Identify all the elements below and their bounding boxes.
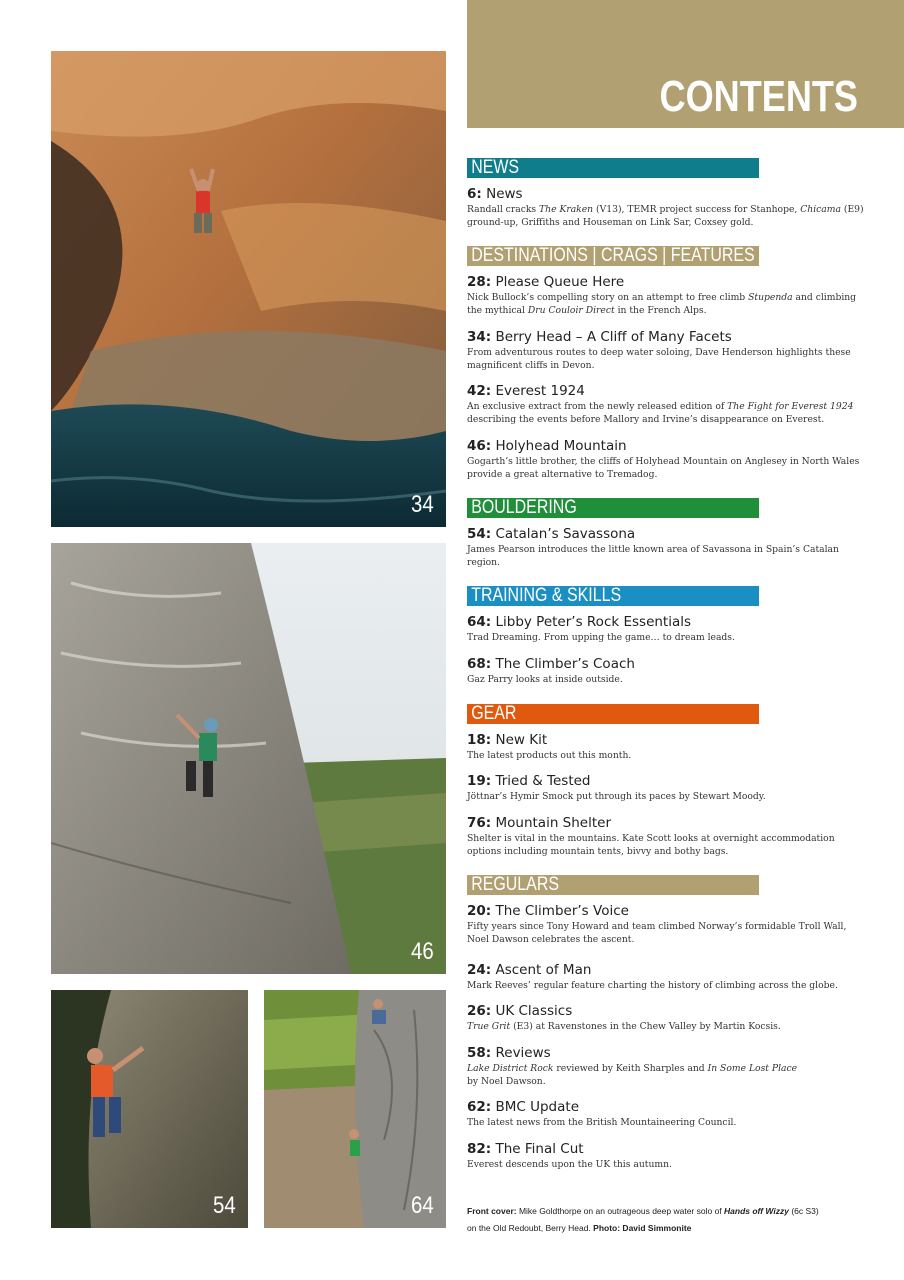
entry-heading: 54: Catalan’s Savassona	[467, 526, 636, 542]
entry-please-queue-here[interactable]	[467, 273, 867, 317]
entry-description: Jöttnar’s Hymir Smock put through its paces by Stewart Moody.	[467, 791, 766, 802]
entry-description: Lake District Rock reviewed by Keith Sharples and In Some Lost Place by Noel Dawson.	[467, 1063, 798, 1087]
holyhead-image	[51, 543, 446, 974]
section-bar-bouldering	[467, 498, 759, 518]
entry-heading: 62: BMC Update	[467, 1099, 580, 1115]
entry-heading: 46: Holyhead Mountain	[467, 438, 627, 454]
section-label: TRAINING & SKILLS	[471, 586, 622, 606]
entry-description: Gogarth’s little brother, the cliffs of Holyhead Mountain on Anglesey in North Wales provide a great alternative to Tremadog.	[467, 456, 860, 480]
page-number-64: 64	[411, 1192, 434, 1219]
entry-heading: 64: Libby Peter’s Rock Essentials	[467, 614, 692, 630]
entry-heading: 58: Reviews	[467, 1045, 551, 1061]
entry-description: Everest descends upon the UK this autumn.	[467, 1159, 672, 1170]
entry-bmc-update[interactable]	[467, 1098, 867, 1130]
section-bar-news	[467, 158, 759, 178]
entry-the-final-cut[interactable]	[467, 1140, 867, 1172]
contents-header-band	[467, 0, 904, 128]
section-bar-training-skills	[467, 586, 759, 606]
entry-description: An exclusive extract from the newly released edition of The Fight for Everest 1924 describing the events before Mallory and Irvine’s disappearance on Everest.	[467, 401, 854, 425]
page-number-34: 34	[411, 491, 434, 518]
photo-holyhead	[51, 543, 446, 974]
entry-heading: 26: UK Classics	[467, 1003, 573, 1019]
entry-heading: 28: Please Queue Here	[467, 274, 625, 290]
entry-mountain-shelter[interactable]	[467, 814, 867, 858]
entry-new-kit[interactable]	[467, 731, 867, 763]
section-bar-gear	[467, 704, 759, 724]
photo-rock-essentials	[264, 990, 446, 1228]
entry-holyhead-mountain[interactable]	[467, 437, 867, 481]
berry-head-image	[51, 51, 446, 527]
entry-heading: 82: The Final Cut	[467, 1141, 584, 1157]
entry-ascent-of-man[interactable]	[467, 961, 867, 993]
photo-savassona	[51, 990, 248, 1228]
entry-heading: 6: News	[467, 186, 523, 202]
page-title: CONTENTS	[659, 72, 858, 121]
entry-description: True Grit (E3) at Ravenstones in the Chew Valley by Martin Kocsis.	[467, 1021, 781, 1032]
photo-berry-head	[51, 51, 446, 527]
entry-description: Shelter is vital in the mountains. Kate Scott looks at overnight accommodation options including mountain tents, bivvy and bothy bags.	[467, 833, 835, 857]
entry-description: From adventurous routes to deep water soloing, Dave Henderson highlights these magnificent cliffs in Devon.	[467, 347, 851, 371]
front-cover-credit: Front cover: Mike Goldthorpe on an outrageous deep water solo of Hands off Wizzy (6c S3) on the Old Redoubt, Berry Head. Photo: David Simmonite	[467, 1206, 819, 1233]
entry-description: Randall cracks The Kraken (V13), TEMR project success for Stanhope, Chicama (E9) ground-up, Griffiths and Houseman on Link Sar, Coxsey gold.	[467, 204, 864, 228]
entry-description: Gaz Parry looks at inside outside.	[467, 674, 623, 685]
entry-description: Fifty years since Tony Howard and team climbed Norway’s formidable Troll Wall, Noel Dawson celebrates the ascent.	[467, 921, 847, 945]
section-label: BOULDERING	[471, 498, 577, 518]
entry-heading: 42: Everest 1924	[467, 383, 585, 399]
section-label: REGULARS	[471, 875, 560, 895]
entry-description: The latest news from the British Mountaineering Council.	[467, 1117, 737, 1128]
entry-uk-classics[interactable]	[467, 1002, 867, 1034]
entry-description: Nick Bullock’s compelling story on an attempt to free climb Stupenda and climbing the mythical Dru Couloir Direct in the French Alps.	[467, 292, 857, 316]
section-label: GEAR	[471, 704, 517, 724]
entry-heading: 68: The Climber’s Coach	[467, 656, 635, 672]
entry-heading: 19: Tried & Tested	[467, 773, 591, 789]
entry-everest-1924[interactable]	[467, 382, 867, 426]
entry-heading: 20: The Climber’s Voice	[467, 903, 629, 919]
entry-the-climbers-voice[interactable]	[467, 902, 867, 946]
section-bar-destinations	[467, 246, 759, 266]
entry-libby-peters-rock-essentials[interactable]	[467, 613, 867, 645]
entry-berry-head[interactable]	[467, 328, 867, 372]
section-label: NEWS	[471, 158, 520, 178]
page-number-46: 46	[411, 938, 434, 965]
section-bar-regulars	[467, 875, 759, 895]
entry-description: Trad Dreaming. From upping the game… to dream leads.	[467, 632, 735, 643]
entry-heading: 76: Mountain Shelter	[467, 815, 611, 831]
entry-catalans-savassona[interactable]	[467, 525, 867, 569]
section-label: DESTINATIONS | CRAGS | FEATURES	[471, 246, 755, 266]
entry-tried-and-tested[interactable]	[467, 772, 867, 804]
entry-description: James Pearson introduces the little known area of Savassona in Spain’s Catalan region.	[467, 544, 839, 568]
entry-the-climbers-coach[interactable]	[467, 655, 867, 687]
entry-heading: 18: New Kit	[467, 732, 548, 748]
entry-description: Mark Reeves’ regular feature charting the history of climbing across the globe.	[467, 980, 838, 991]
entry-news[interactable]	[467, 185, 867, 229]
entry-reviews[interactable]	[467, 1044, 867, 1088]
entry-description: The latest products out this month.	[467, 750, 632, 761]
entry-heading: 34: Berry Head – A Cliff of Many Facets	[467, 329, 732, 345]
entry-heading: 24: Ascent of Man	[467, 962, 592, 978]
page-number-54: 54	[213, 1192, 236, 1219]
